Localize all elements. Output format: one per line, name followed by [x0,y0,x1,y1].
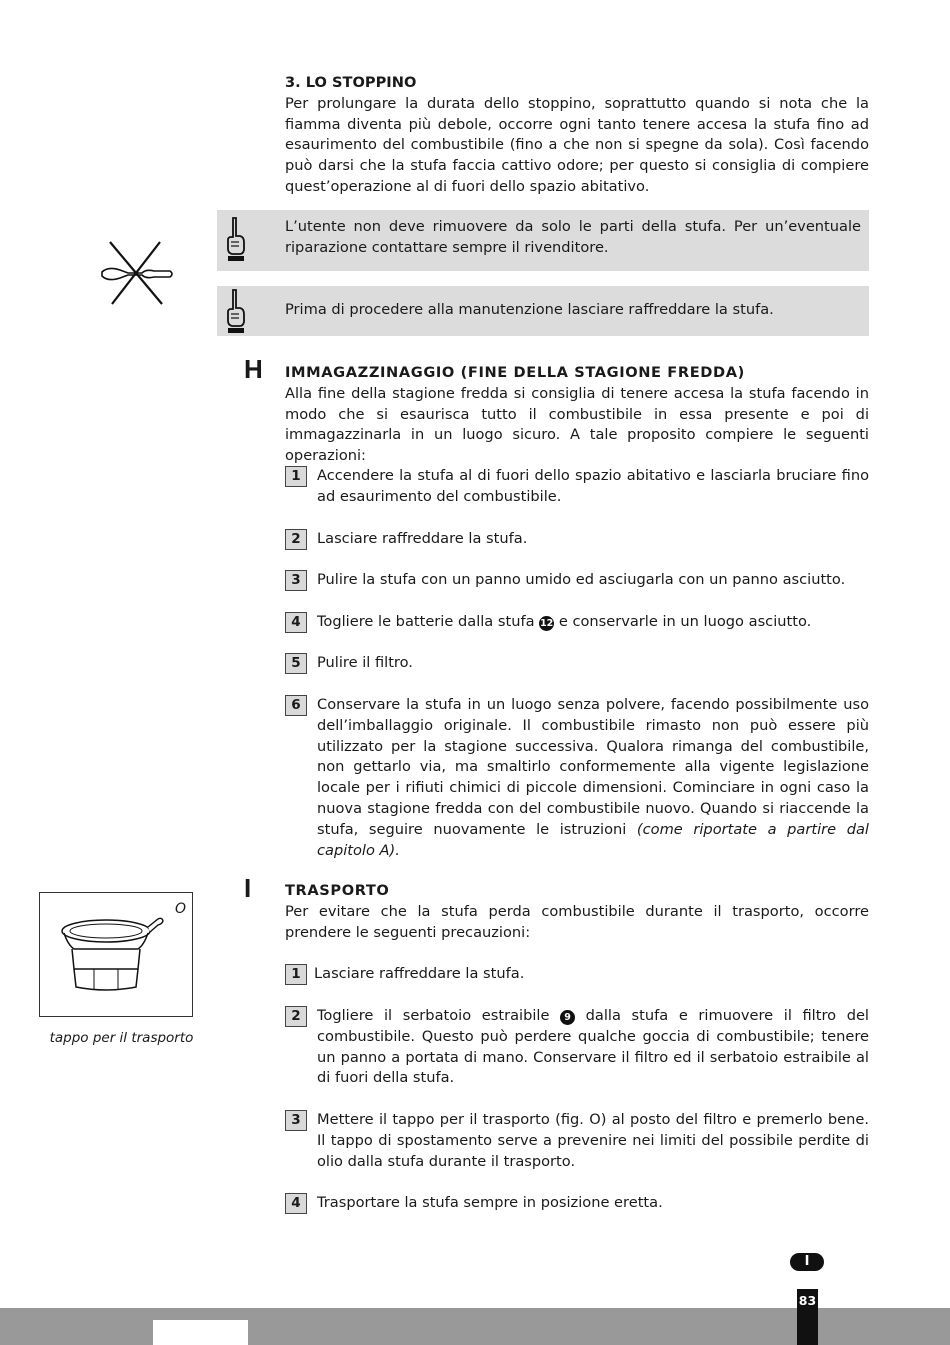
section-intro: Per evitare che la stufa perda combustibile durante il trasporto, occorre prendere le seguenti precauzioni: [285,902,869,941]
figure-caption: tappo per il trasporto [49,1030,194,1046]
list-item [285,1006,869,1089]
crossed-screwdriver-icon [98,238,178,308]
note-box [217,210,869,271]
step-number: 3 [285,570,307,591]
step-text-italic: (come riportate a partire dal capitolo A). [317,820,869,859]
step-text: Pulire la stufa con un panno umido ed asciugarla con un panno asciutto. [317,571,846,588]
footer-white-block [153,1320,248,1345]
step-text [317,1006,869,1089]
language-badge: I [790,1253,824,1271]
list-item [285,1110,869,1172]
step-number: 5 [285,653,307,674]
note-text: L’utente non deve rimuovere da solo le parti della stufa. Per un’eventuale riparazione contattare sempre il rivenditore. [285,218,861,256]
figure-box [39,892,193,1017]
list-item [285,695,869,861]
reference-badge: 9 [560,1010,575,1025]
section-immagazzinaggio [285,363,869,467]
step-number: 4 [285,612,307,633]
list-item [285,612,869,633]
section-letter: I [244,873,252,903]
section-trasporto [285,881,869,943]
section-title: 3. LO STOPPINO [285,74,417,91]
step-number: 2 [285,529,307,550]
section-title: TRASPORTO [285,882,390,899]
section-letter: H [244,354,263,384]
step-number: 4 [285,1193,307,1214]
list-item [285,1193,869,1214]
list-item [285,964,869,985]
list-item [285,570,869,591]
section-body: Per prolungare la durata dello stoppino, soprattutto quando si nota che la fiamma diventa più debole, occorre ogni tanto tenere accesa la stufa fino ad esaurimento del combustibile (fino a che non si spegne da sola). Così facendo può darsi che la stufa faccia cattivo odore; per questo si consiglia di compiere quest’operazione al di fuori dello spazio abitativo. [285,94,869,195]
step-text-part: Conservare la stufa in un luogo senza polvere, facendo possibilmente uso dell’imballaggio originale. Il combustibile rimasto non può essere più utilizzato per la stagione successiva. Qualora rimanga del combustibile, non gettarlo via, ma smaltirlo conformemente alla vigente legislazione locale per i rifiuti chimici di piccole dimensioni. Cominciare in ogni caso la nuova stagione fredda con del combustibile nuovo. Quando si riaccende la stufa, seguire nuovamente le istruzioni [317,696,869,838]
note-box [217,286,869,336]
step-text: Accendere la stufa al di fuori dello spazio abitativo e lasciarla bruciare fino ad esaurimento del combustibile. [317,467,869,505]
step-text-part: Togliere il serbatoio estraibile [317,1007,561,1024]
pointing-hand-icon [225,288,247,334]
step-text: Lasciare raffreddare la stufa. [314,965,525,982]
section-intro: Alla fine della stagione fredda si consiglia di tenere accesa la stufa facendo in modo che si esaurisca tutto il combustibile in essa presente e poi di immagazzinarla in un luogo sicuro. A tale proposito compiere le seguenti operazioni: [285,384,869,465]
list-item [285,466,869,508]
reference-badge: 12 [540,618,554,629]
list-item [285,653,869,674]
step-number: 2 [285,1006,307,1027]
step-text [317,695,869,861]
step-text-part: Togliere le batterie dalla stufa [317,613,540,630]
step-number: 3 [285,1110,307,1131]
pointing-hand-icon [225,216,247,262]
step-text: Mettere il tappo per il trasporto (fig. O) al posto del filtro e premerlo bene. Il tappo di spostamento serve a prevenire nei limiti del possibile perdite di olio dalla stufa durante il trasporto. [317,1111,869,1170]
transport-cap-icon [58,911,168,997]
step-text: Pulire il filtro. [317,654,413,671]
step-text: Lasciare raffreddare la stufa. [317,530,528,547]
step-text-part: e conservarle in un luogo asciutto. [554,613,812,630]
step-text [317,612,869,633]
section-title: IMMAGAZZINAGGIO (FINE DELLA STAGIONE FREDDA) [285,364,745,381]
list-item [285,529,869,550]
step-number: 1 [285,964,307,985]
note-text: Prima di procedere alla manutenzione lasciare raffreddare la stufa. [285,301,774,318]
step-text-part: dalla stufa e rimuovere il filtro del combustibile. Questo può perdere qualche goccia di combustibile; tenere un panno a portata di mano. Conservare il filtro ed il serbatoio estraibile al di fuori della stufa. [317,1007,869,1087]
step-text: Trasportare la stufa sempre in posizione eretta. [317,1194,663,1211]
page-number: 83 [797,1289,818,1345]
step-number: 6 [285,695,307,716]
section-lo-stoppino [285,73,869,198]
figure-label: O [174,901,186,917]
step-number: 1 [285,466,307,487]
